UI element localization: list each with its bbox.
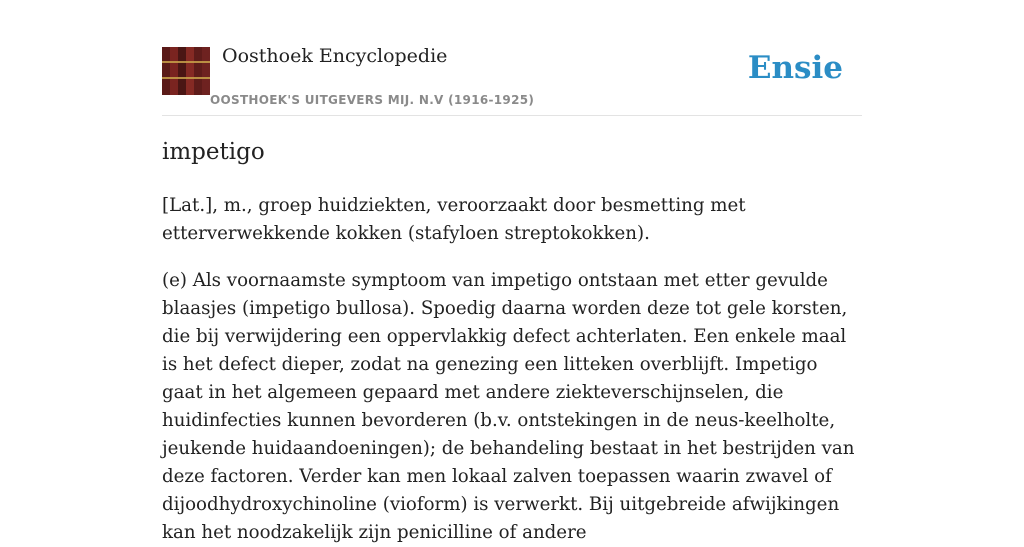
ensie-logo-link[interactable]: Ensie <box>747 50 843 86</box>
entry-paragraph-1: [Lat.], m., groep huidziekten, veroorzaakt door besmetting met etterverwekkende kokken (stafyloen streptokokken). <box>162 195 746 244</box>
content-container <box>162 0 862 543</box>
header <box>162 0 862 116</box>
entry-paragraph-2: (e) Als voornaamste symptoom van impetigo ontstaan met etter gevulde blaasjes (impetigo bullosa). Spoedig daarna worden deze tot gele korsten, die bij verwijdering een oppervlakkig defect achterlaten. Een enkele maal is het defect dieper, zodat na genezing een litteken overblijft. Impetigo gaat in het algemeen gepaard met andere ziekteverschijnselen, die huidinfecties kunnen bevorderen (b.v. ontstekingen in de neus-keelholte, jeukende huidaandoeningen); de behandeling bestaat in het bestrijden van deze factoren. Verder kan men lokaal zalven toepassen waarin zwavel of dijoodhydroxychinoline (vioform) is verwerkt. Bij uitgebreide afwijkingen kan het noodzakelijk zijn penicilline of andere <box>162 270 855 543</box>
entry-title: impetigo <box>162 139 265 165</box>
publication-avatar[interactable] <box>162 47 210 95</box>
publication-title[interactable]: Oosthoek Encyclopedie <box>222 45 448 67</box>
publisher-subtitle: OOSTHOEK'S UITGEVERS MIJ. N.V (1916-1925) <box>210 93 535 107</box>
